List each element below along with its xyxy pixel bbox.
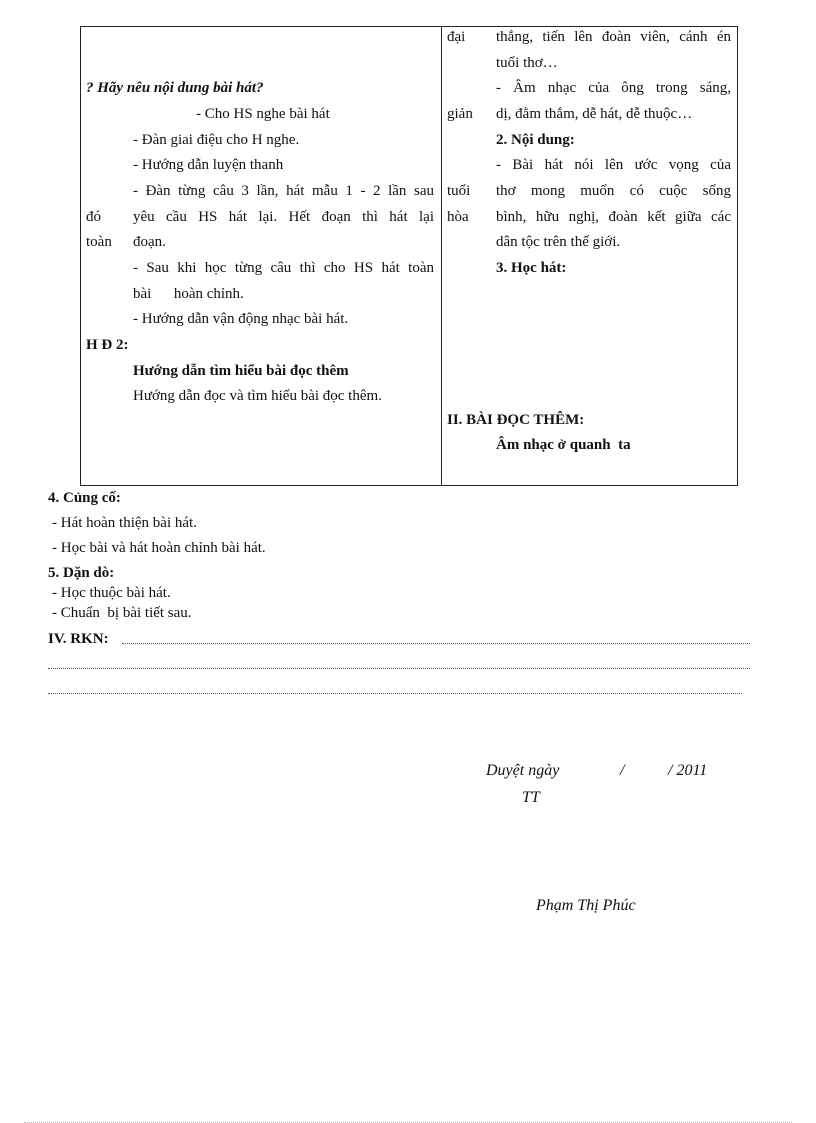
approver-title: TT bbox=[522, 789, 540, 806]
prefix-hoa: hòa bbox=[447, 209, 469, 225]
approved-date-slash: / bbox=[620, 762, 625, 779]
approved-date-label: Duyệt ngày bbox=[486, 762, 560, 779]
rkn-label: IV. RKN: bbox=[48, 631, 109, 647]
prefix-dai: đại bbox=[447, 29, 466, 45]
author-works-end: tuổi thơ… bbox=[496, 55, 558, 71]
consolidation-item-2: - Học bài và hát hoàn chỉnh bài hát. bbox=[52, 540, 266, 556]
author-works-line: thắng, tiến lên đoàn viên, cánh én bbox=[496, 29, 731, 45]
rkn-dotted-line-1 bbox=[122, 643, 750, 644]
step-play-melody: - Đàn giai điệu cho H nghe. bbox=[133, 132, 300, 148]
step-sing-whole: - Sau khi học từng câu thì cho HS hát toàn bbox=[133, 260, 434, 276]
content-line-4: dân tộc trên thế giới. bbox=[496, 234, 621, 250]
step-complete: bài hoàn chỉnh. bbox=[133, 286, 244, 302]
step-prefix-toan: toàn bbox=[86, 234, 112, 250]
step-teach-phrases: - Đàn từng câu 3 lần, hát mẫu 1 - 2 lần sau bbox=[133, 183, 434, 199]
music-style-line: - Âm nhạc của ông trong sáng, bbox=[496, 80, 731, 96]
step-vocal-warmup: - Hướng dẫn luyện thanh bbox=[133, 157, 284, 173]
activity-2-title: Hướng dẫn tìm hiểu bài đọc thêm bbox=[133, 363, 349, 379]
content-line-2: thơ mong muốn có cuộc sống bbox=[496, 183, 731, 199]
extra-reading-title: Âm nhạc ở quanh ta bbox=[496, 437, 631, 453]
step-listen: - Cho HS nghe bài hát bbox=[196, 106, 330, 122]
prefix-tuoi: tuổi bbox=[447, 183, 471, 199]
homework-heading: 5. Dặn dò: bbox=[48, 565, 115, 581]
question-content: ? Hãy nêu nội dung bài hát? bbox=[86, 80, 264, 96]
approved-date-year: / 2011 bbox=[668, 762, 708, 779]
learn-song-heading: 3. Học hát: bbox=[496, 260, 567, 276]
rkn-dotted-line-2 bbox=[48, 668, 750, 669]
step-segment: đoạn. bbox=[133, 234, 166, 250]
step-repeat-line: yêu cầu HS hát lại. Hết đoạn thì hát lại bbox=[133, 209, 434, 225]
activity-2-label: H Đ 2: bbox=[86, 337, 129, 353]
consolidation-item-1: - Hát hoàn thiện bài hát. bbox=[52, 515, 197, 531]
step-movement: - Hướng dẫn vận động nhạc bài hát. bbox=[133, 311, 349, 327]
approver-name: Phạm Thị Phúc bbox=[536, 897, 636, 914]
rkn-dotted-line-3 bbox=[48, 693, 742, 694]
extra-reading-heading: II. BÀI ĐỌC THÊM: bbox=[447, 412, 585, 428]
activity-2-text: Hướng dẫn đọc và tìm hiểu bài đọc thêm. bbox=[133, 388, 382, 404]
homework-item-2: - Chuẩn bị bài tiết sau. bbox=[52, 605, 192, 621]
content-line-1: - Bài hát nói lên ước vọng của bbox=[496, 157, 731, 173]
prefix-gian: giản bbox=[447, 106, 473, 122]
homework-item-1: - Học thuộc bài hát. bbox=[52, 585, 171, 601]
content-heading: 2. Nội dung: bbox=[496, 132, 575, 148]
consolidation-heading: 4. Củng cố: bbox=[48, 490, 121, 506]
table-column-divider bbox=[441, 26, 442, 486]
step-prefix-do: đó bbox=[86, 209, 101, 225]
music-style-end: dị, đằm thắm, dễ hát, dễ thuộc… bbox=[496, 106, 693, 122]
content-line-3: bình, hữu nghị, đoàn kết giữa các bbox=[496, 209, 731, 225]
